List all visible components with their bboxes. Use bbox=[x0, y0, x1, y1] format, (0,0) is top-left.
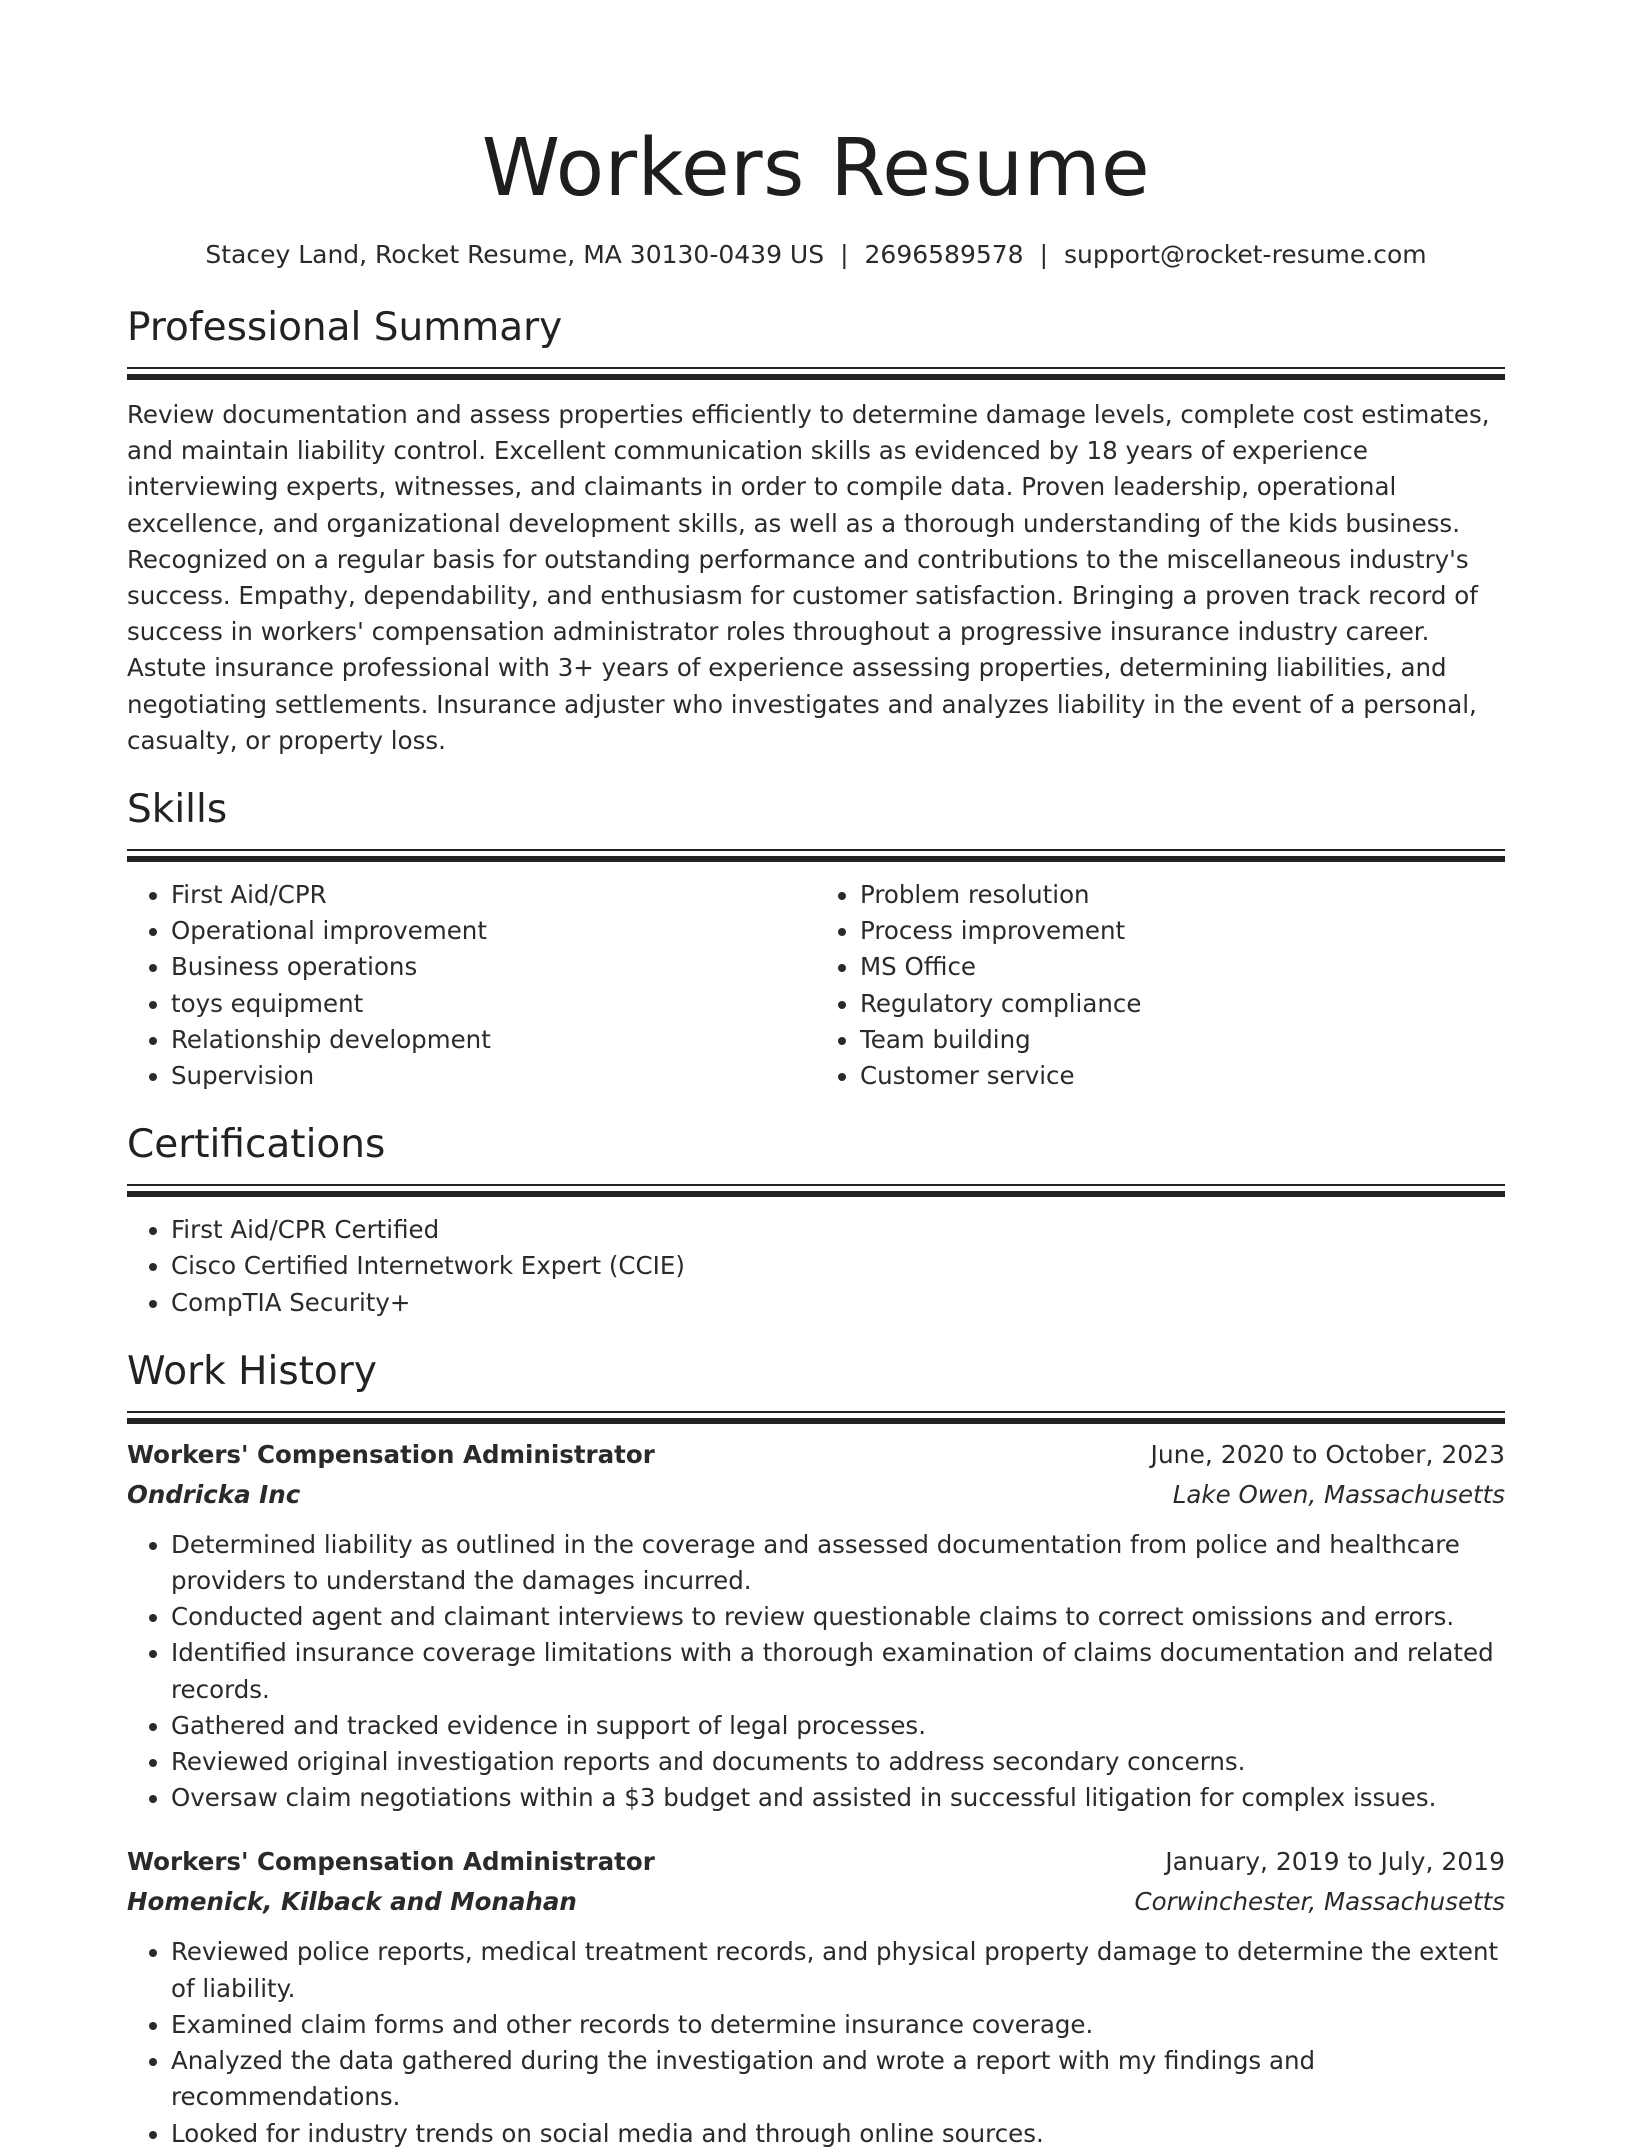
job-title: Workers' Compensation Administrator bbox=[127, 1847, 655, 1877]
job-bullet: • Determined liability as outlined in the coverage and assessed documentation from police and healthcare providers to understand the damages incurred. bbox=[171, 1527, 1505, 1599]
job-bullet: • Analyzed the data gathered during the investigation and wrote a report with my findings and recommendations. bbox=[171, 2043, 1505, 2115]
skill-item: • Team building bbox=[860, 1022, 1505, 1058]
job-bullet: • Identified insurance coverage limitations with a thorough examination of claims documentation and related records. bbox=[171, 1635, 1505, 1707]
certification-item: • Cisco Certified Internetwork Expert (CCIE) bbox=[171, 1248, 1505, 1284]
summary-text: Review documentation and assess properties efficiently to determine damage levels, complete cost estimates, and maintain liability control. Excellent communication skills as evidenced by 18 years of experience interviewing experts, witnesses, and claimants in order to compile data. Proven leadership, operational excellence, and organizational development skills, as well as a thorough understanding of the kids business. Recognized on a regular basis for outstanding performance and contributions to the miscellaneous industry's success. Empathy, dependability, and enthusiasm for customer satisfaction. Bringing a proven track record of success in workers' compensation administrator roles throughout a progressive insurance industry career. Astute insurance professional with 3+ years of experience assessing properties, determining liabilities, and negotiating settlements. Insurance adjuster who investigates and analyzes liability in the event of a personal, casualty, or property loss. bbox=[127, 400, 1490, 755]
job-entry bbox=[127, 1435, 1505, 1817]
section-divider bbox=[127, 367, 1505, 381]
job-bullet-list bbox=[127, 1527, 1505, 1817]
job-subheader bbox=[127, 1475, 1505, 1515]
summary-section bbox=[127, 303, 1505, 759]
certifications-list bbox=[127, 1212, 1505, 1321]
section-divider bbox=[127, 1184, 1505, 1198]
job-bullet: • Reviewed police reports, medical treatment records, and physical property damage to determine the extent of liability. bbox=[171, 1934, 1505, 2006]
job-company: Homenick, Kilback and Monahan bbox=[127, 1887, 577, 1917]
job-title: Workers' Compensation Administrator bbox=[127, 1439, 655, 1469]
skill-item: • Regulatory compliance bbox=[860, 986, 1505, 1022]
job-bullet-list bbox=[127, 1934, 1505, 2151]
job-company: Ondricka Inc bbox=[127, 1479, 301, 1509]
skills-list-right bbox=[816, 877, 1505, 1094]
section-heading: Work History bbox=[127, 1348, 377, 1394]
skill-item: • First Aid/CPR bbox=[171, 877, 816, 913]
section-heading: Skills bbox=[127, 787, 228, 833]
contact-email: support@rocket-resume.com bbox=[1064, 240, 1427, 269]
job-list bbox=[127, 1435, 1505, 2152]
skill-item: • Operational improvement bbox=[171, 913, 816, 949]
certifications-section bbox=[127, 1120, 1505, 1321]
skills-section bbox=[127, 785, 1505, 1094]
work-section bbox=[127, 1347, 1505, 2152]
skill-item: • toys equipment bbox=[171, 986, 816, 1022]
job-dates: June, 2020 to October, 2023 bbox=[1150, 1439, 1505, 1469]
skills-list-left bbox=[127, 877, 816, 1094]
contact-address: Stacey Land, Rocket Resume, MA 30130-0439 US bbox=[205, 240, 825, 269]
job-header bbox=[127, 1435, 1505, 1475]
job-subheader bbox=[127, 1882, 1505, 1922]
job-header bbox=[127, 1842, 1505, 1882]
skill-item: • Customer service bbox=[860, 1058, 1505, 1094]
section-heading: Professional Summary bbox=[127, 305, 563, 350]
contact-line bbox=[127, 239, 1505, 271]
certification-item: • First Aid/CPR Certified bbox=[171, 1212, 1505, 1248]
section-divider bbox=[127, 1411, 1505, 1425]
job-bullet: • Examined claim forms and other records to determine insurance coverage. bbox=[171, 2007, 1505, 2043]
contact-phone: 2696589578 bbox=[864, 240, 1024, 269]
section-heading: Certifications bbox=[127, 1122, 386, 1168]
job-location: Corwinchester, Massachusetts bbox=[1134, 1887, 1505, 1917]
job-bullet: • Gathered and tracked evidence in support of legal processes. bbox=[171, 1708, 1505, 1744]
resume-title: Workers Resume bbox=[481, 122, 1151, 214]
job-bullet: • Reviewed original investigation reports and documents to address secondary concerns. bbox=[171, 1744, 1505, 1780]
contact-separator: | bbox=[1039, 240, 1049, 269]
skill-item: • MS Office bbox=[860, 949, 1505, 985]
skill-item: • Business operations bbox=[171, 949, 816, 985]
contact-separator: | bbox=[840, 240, 849, 269]
job-dates: January, 2019 to July, 2019 bbox=[1165, 1847, 1505, 1877]
job-bullet: • Looked for industry trends on social media and through online sources. bbox=[171, 2116, 1505, 2152]
skill-item: • Process improvement bbox=[860, 913, 1505, 949]
section-divider bbox=[127, 849, 1505, 863]
skill-item: • Relationship development bbox=[171, 1022, 816, 1058]
skill-item: • Problem resolution bbox=[860, 877, 1505, 913]
job-location: Lake Owen, Massachusetts bbox=[1172, 1479, 1505, 1509]
job-bullet: • Conducted agent and claimant interviews to review questionable claims to correct omissions and errors. bbox=[171, 1599, 1505, 1635]
job-entry bbox=[127, 1842, 1505, 2151]
job-bullet: • Oversaw claim negotiations within a $3 budget and assisted in successful litigation for complex issues. bbox=[171, 1780, 1505, 1816]
skills-columns bbox=[127, 877, 1505, 1094]
skill-item: • Supervision bbox=[171, 1058, 816, 1094]
certification-item: • CompTIA Security+ bbox=[171, 1285, 1505, 1321]
